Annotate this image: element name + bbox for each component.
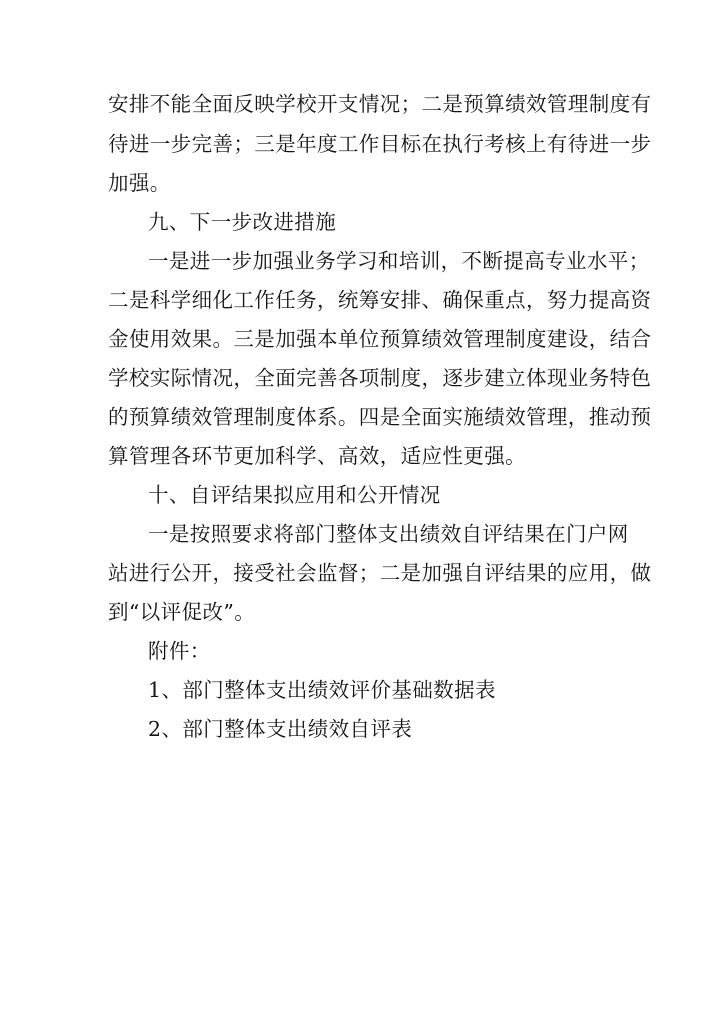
body-text-line: 算管理各环节更加科学、高效，适应性更强。 xyxy=(108,444,526,468)
section-heading: 九、下一步改进措施 xyxy=(148,210,337,234)
body-text-line: 一是按照要求将部门整体支出绩效自评结果在门户网 xyxy=(148,522,629,546)
body-text-line: 站进行公开，接受社会监督；二是加强自评结果的应用，做 xyxy=(108,561,652,585)
attachment-item: 2、部门整体支出绩效自评表 xyxy=(148,717,413,741)
body-text-line: 二是科学细化工作任务，统筹安排、确保重点，努力提高资 xyxy=(108,288,652,312)
section-heading: 十、自评结果拟应用和公开情况 xyxy=(148,483,441,507)
body-text-line: 一是进一步加强业务学习和培训，不断提高专业水平； xyxy=(148,249,650,273)
body-text-line: 金使用效果。三是加强本单位预算绩效管理制度建设，结合 xyxy=(108,327,652,351)
body-text-line: 加强。 xyxy=(108,171,171,195)
body-text-line: 待进一步完善；三是年度工作目标在执行考核上有待进一步 xyxy=(108,132,652,156)
body-text-line: 到“以评促改”。 xyxy=(108,600,256,624)
body-text-line: 的预算绩效管理制度体系。四是全面实施绩效管理，推动预 xyxy=(108,405,652,429)
attachment-item: 1、部门整体支出绩效评价基础数据表 xyxy=(148,678,496,702)
body-text-line: 学校实际情况，全面完善各项制度，逐步建立体现业务特色 xyxy=(108,366,652,390)
attachment-heading: 附件： xyxy=(148,639,211,663)
body-text-line: 安排不能全面反映学校开支情况；二是预算绩效管理制度有 xyxy=(108,92,652,116)
